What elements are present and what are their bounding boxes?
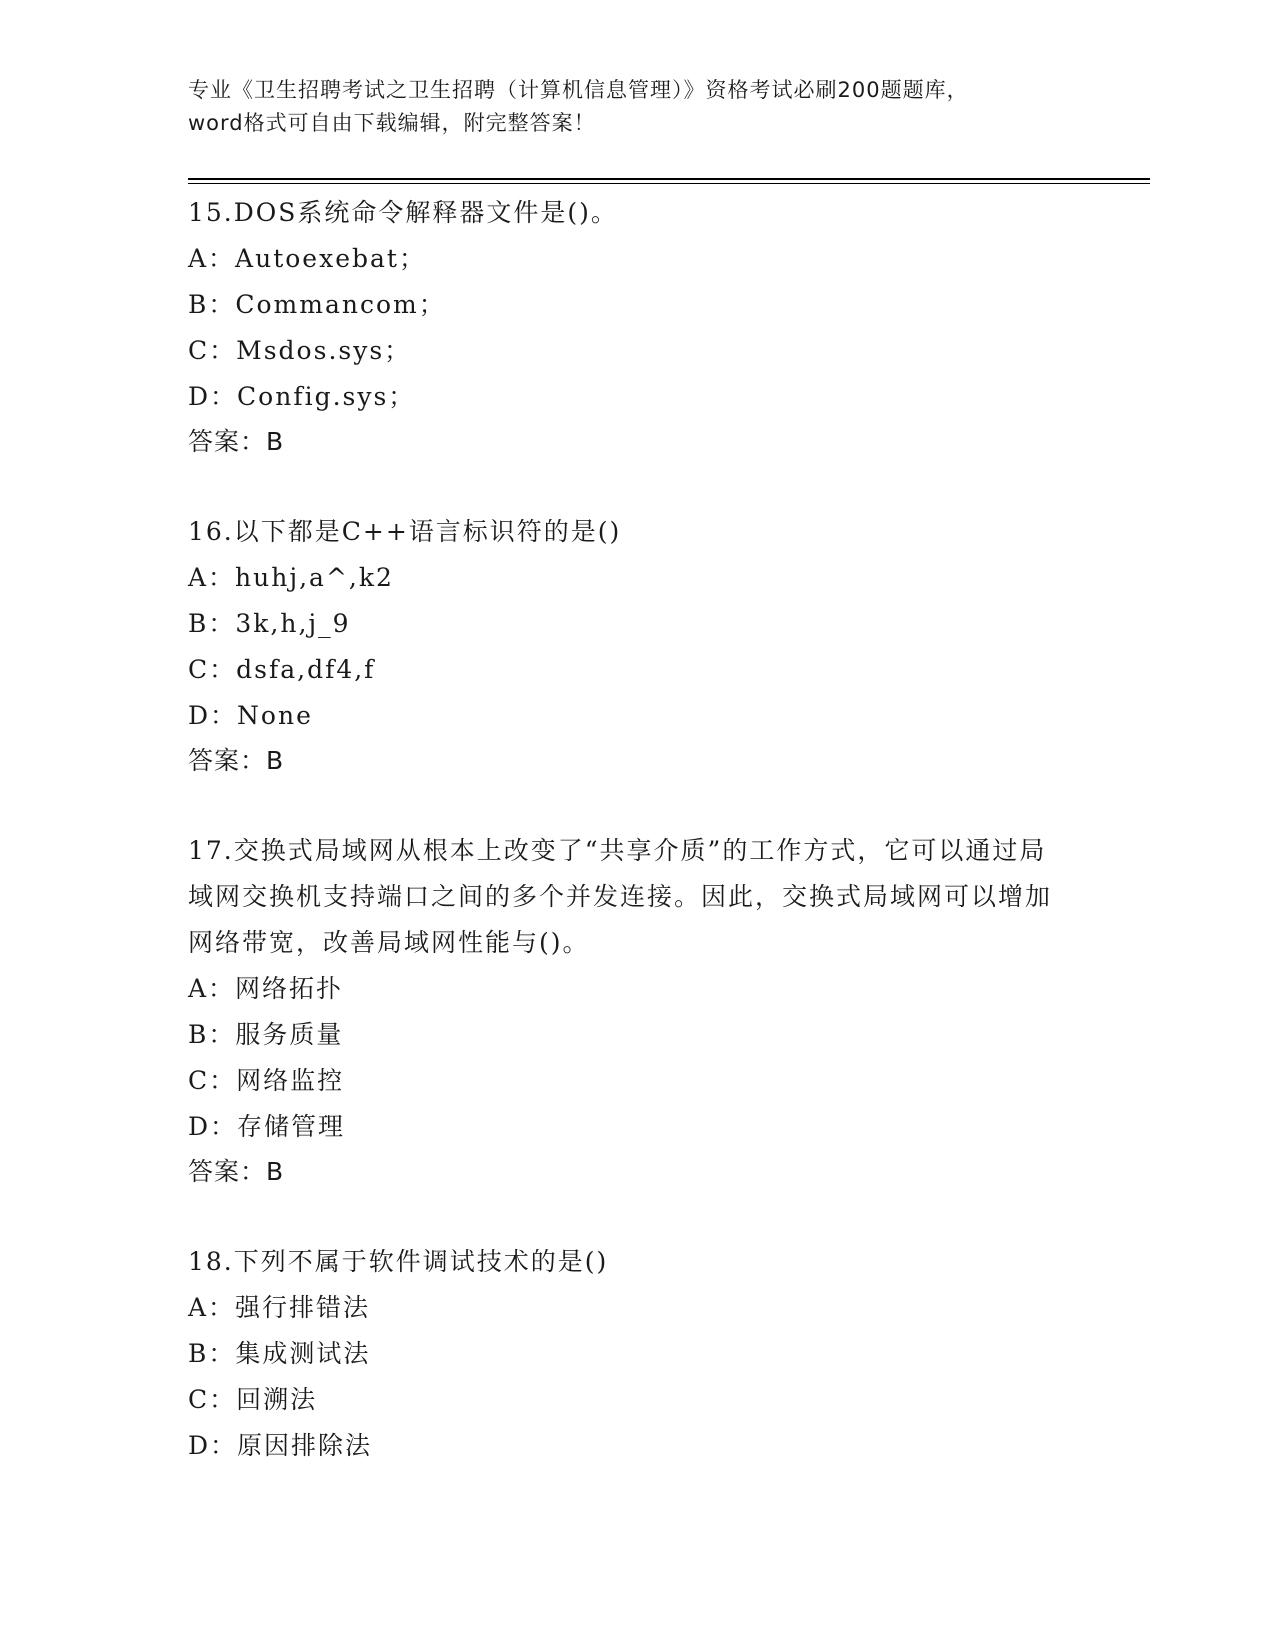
question-15 — [188, 190, 1088, 464]
question-text: 16.以下都是C++语言标识符的是() — [188, 517, 622, 546]
question-text: 18.下列不属于软件调试技术的是() — [188, 1247, 609, 1276]
header-line-2: word格式可自由下载编辑，附完整答案！ — [188, 111, 596, 135]
option-b: B：3k,h,j_9 — [188, 609, 351, 638]
header-line-1: 专业《卫生招聘考试之卫生招聘（计算机信息管理）》资格考试必刷200题题库， — [188, 78, 969, 102]
question-text: 17.交换式局域网从根本上改变了“共享介质”的工作方式，它可以通过局域网交换机支持端口之间的多个并发连接。因此，交换式局域网可以增加网络带宽，改善局域网性能与()。 — [188, 836, 1053, 957]
option-c: C：网络监控 — [188, 1066, 345, 1095]
question-list — [188, 190, 1088, 1514]
option-a: A：huhj,a^,k2 — [188, 563, 394, 592]
option-a: A：网络拓扑 — [188, 974, 344, 1003]
option-d: D：None — [188, 701, 313, 730]
option-c: C：回溯法 — [188, 1385, 318, 1414]
header-divider-thick — [188, 178, 1150, 180]
option-a: A：Autoexebat； — [188, 244, 426, 273]
header-divider-thin — [188, 183, 1150, 184]
option-d: D：原因排除法 — [188, 1431, 373, 1460]
answer-line: 答案：B — [188, 427, 285, 456]
option-b: B：Commancom； — [188, 290, 446, 319]
question-18 — [188, 1239, 1088, 1469]
question-17 — [188, 828, 1088, 1194]
answer-line: 答案：B — [188, 746, 285, 775]
option-a: A：强行排错法 — [188, 1293, 371, 1322]
option-c: C：dsfa,df4,f — [188, 655, 376, 684]
document-header — [188, 74, 1088, 140]
option-c: C：Msdos.sys； — [188, 336, 412, 365]
option-b: B：服务质量 — [188, 1020, 344, 1049]
option-d: D：Config.sys； — [188, 382, 416, 411]
option-b: B：集成测试法 — [188, 1339, 371, 1368]
answer-line: 答案：B — [188, 1157, 285, 1186]
question-text: 15.DOS系统命令解释器文件是()。 — [188, 198, 618, 227]
option-d: D：存储管理 — [188, 1112, 346, 1141]
question-16 — [188, 509, 1088, 783]
